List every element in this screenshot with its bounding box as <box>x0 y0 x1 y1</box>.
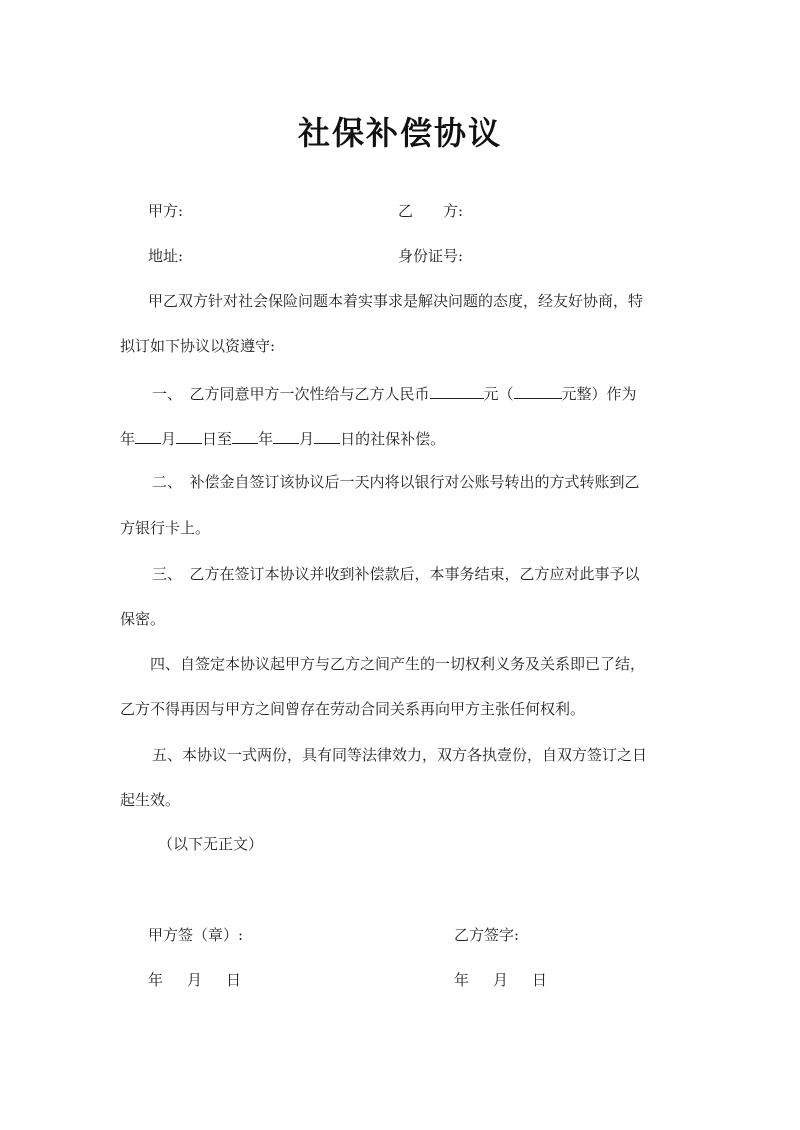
clause-1-text-c: 元整）作为 <box>561 385 637 403</box>
party-b-year: 年 <box>454 971 470 989</box>
party-b-date <box>454 970 571 990</box>
end-of-text-note: （以下无正文） <box>158 835 264 853</box>
clause-1-line-2 <box>120 427 445 449</box>
party-a-day: 日 <box>226 971 242 989</box>
clause-1-text-a: 一、 乙方同意甲方一次性给与乙方人民币 <box>152 385 430 403</box>
end-year-blank <box>232 427 258 444</box>
year-label: 年 <box>120 430 136 448</box>
party-a-month: 月 <box>187 971 203 989</box>
start-day-blank <box>176 427 202 444</box>
party-b-label: 乙 方: <box>398 202 464 220</box>
month-label: 月 <box>161 430 177 448</box>
clause-2-line-1: 二、 补偿金自签订该协议后一天内将以银行对公账号转出的方式转账到乙 <box>152 473 640 491</box>
party-b-signature-label: 乙方签字: <box>454 926 520 944</box>
document-title: 社保补偿协议 <box>297 114 502 152</box>
clause-2-line-2: 方银行卡上。 <box>120 519 211 537</box>
amount-words-blank <box>514 382 562 399</box>
clause-1-end-text: 日的社保补偿。 <box>340 430 446 448</box>
end-month-blank <box>273 427 299 444</box>
clause-4-line-1: 四、自签定本协议起甲方与乙方之间产生的一切权利义务及关系即已了结， <box>150 655 646 673</box>
id-number-label: 身份证号: <box>398 247 464 265</box>
intro-line-1: 甲乙双方针对社会保险问题本着实事求是解决问题的态度，经友好协商，特 <box>148 292 644 310</box>
party-a-year: 年 <box>148 971 164 989</box>
clause-3-line-2: 保密。 <box>120 610 166 628</box>
clause-3-line-1: 三、 乙方在签订本协议并收到补偿款后，本事务结束，乙方应对此事予以 <box>152 565 640 583</box>
year-label-2: 年 <box>258 430 274 448</box>
party-a-signature-label: 甲方签（章）: <box>148 926 244 944</box>
clause-1-line-1 <box>152 382 637 404</box>
clause-4-line-2: 乙方不得再因与甲方之间曾存在劳动合同关系再向甲方主张任何权利。 <box>120 700 586 718</box>
party-b-day: 日 <box>532 971 548 989</box>
amount-blank <box>430 382 484 399</box>
clause-1-text-b: 元（ <box>483 385 514 403</box>
start-month-blank <box>135 427 161 444</box>
address-label: 地址: <box>148 247 184 265</box>
month-label-2: 月 <box>299 430 315 448</box>
intro-line-2: 拟订如下协议以资遵守: <box>120 337 276 355</box>
clause-5-line-1: 五、本协议一式两份，具有同等法律效力，双方各执壹份，自双方签订之日 <box>152 746 648 764</box>
party-b-month: 月 <box>493 971 509 989</box>
party-a-date <box>148 970 265 990</box>
party-a-label: 甲方: <box>148 202 184 220</box>
clause-5-line-2: 起生效。 <box>120 791 181 809</box>
day-to-label: 日至 <box>202 430 233 448</box>
end-day-blank <box>314 427 340 444</box>
